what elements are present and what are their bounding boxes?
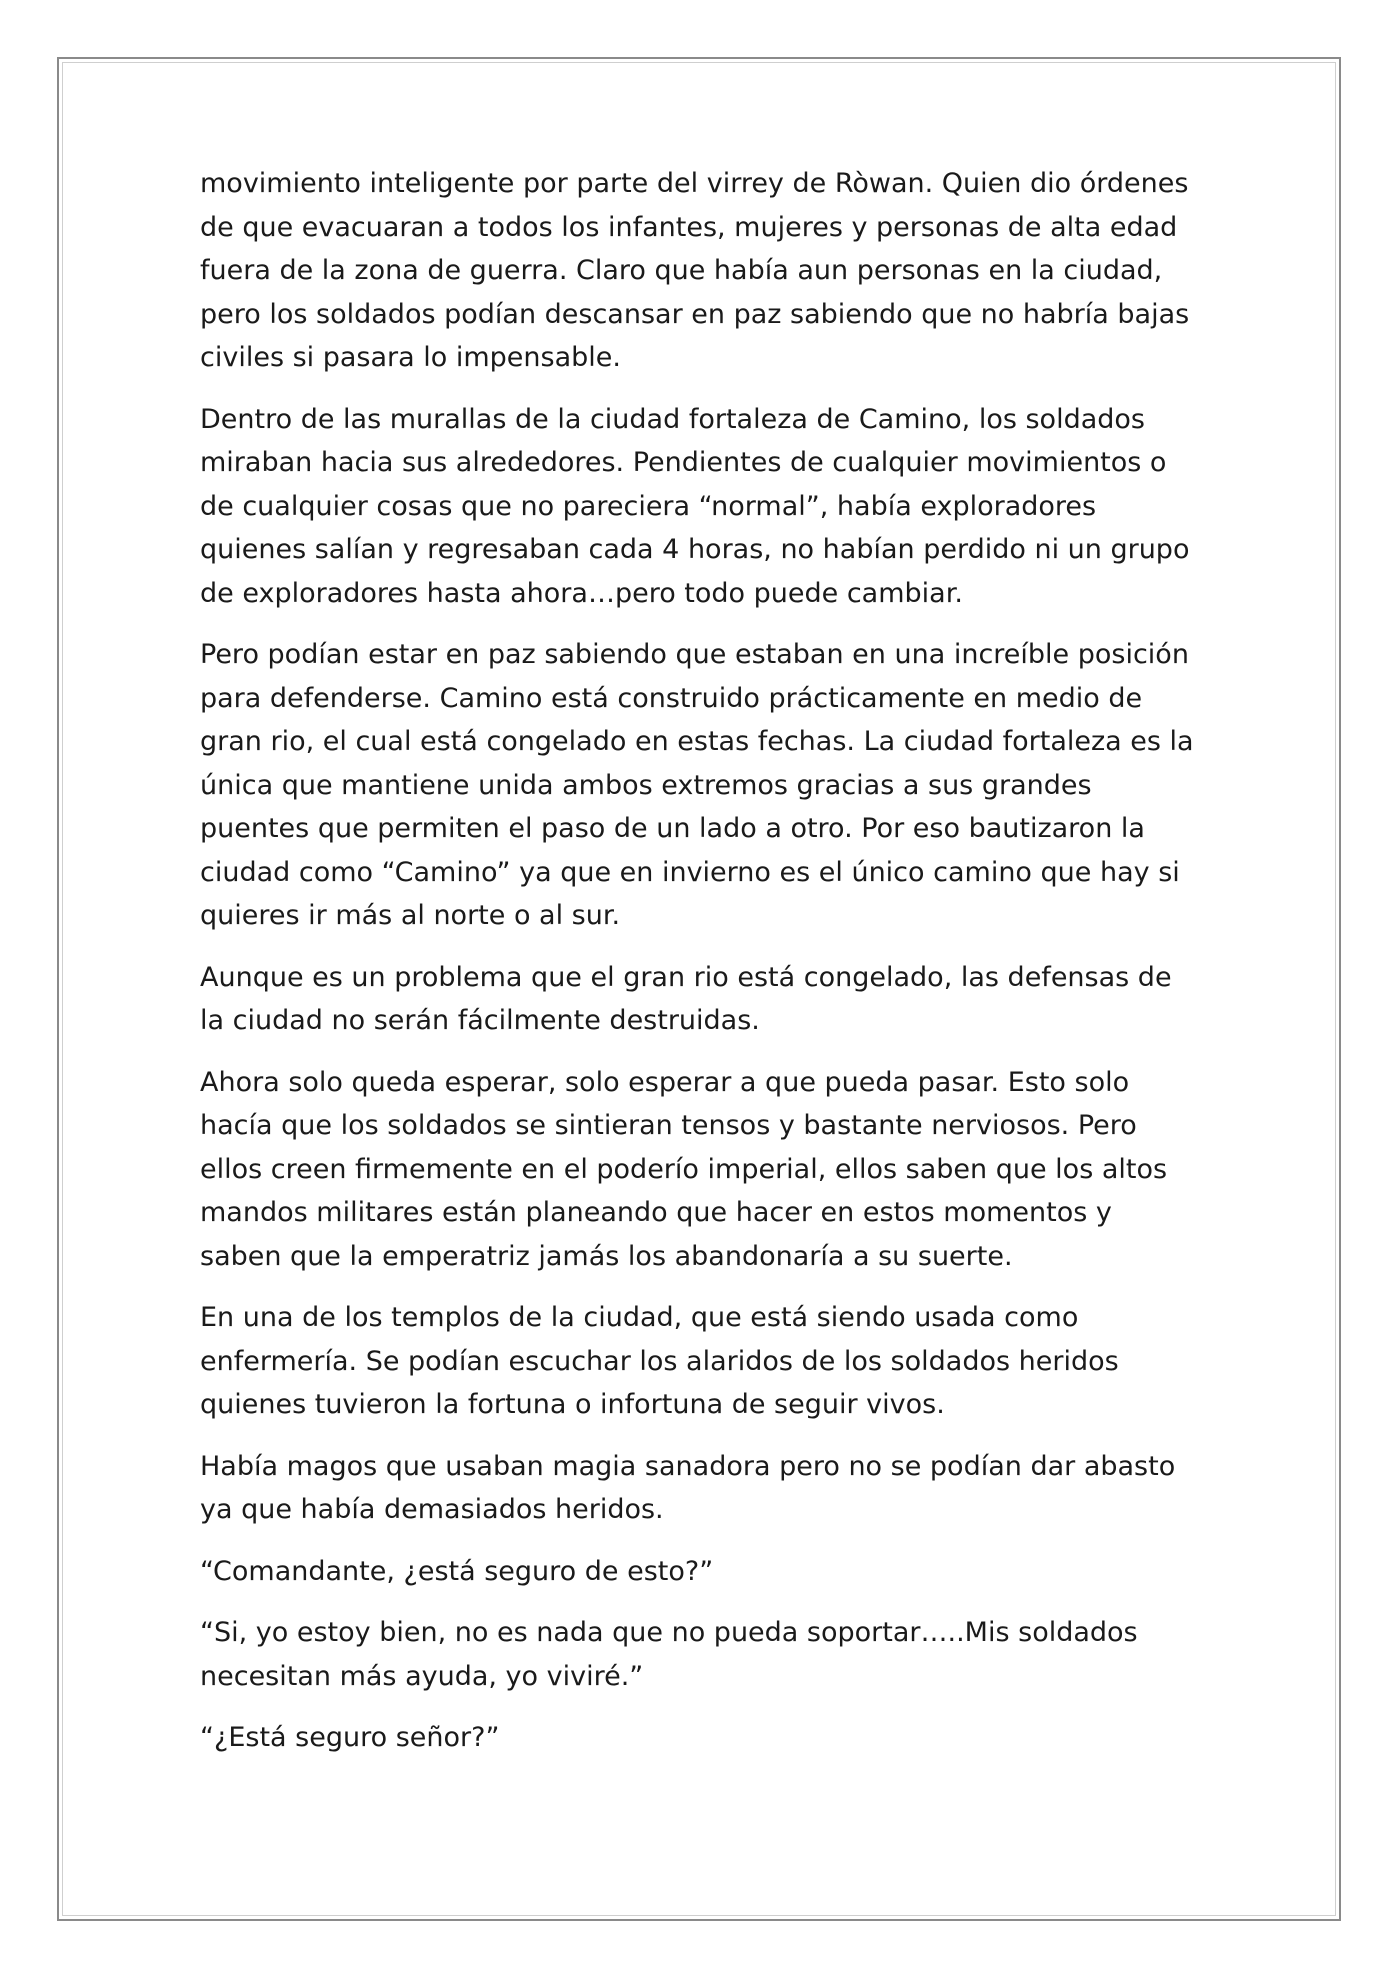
paragraph: Había magos que usaban magia sanadora pero no se podían dar abasto ya que había demasiados heridos. <box>200 1450 1176 1525</box>
paragraph: En una de los templos de la ciudad, que está siendo usada como enfermería. Se podían escuchar los alaridos de los soldados heridos quienes tuvieron la fortuna o infortuna de seguir vivos. <box>200 1302 1119 1420</box>
dialogue-line: “Comandante, ¿está seguro de esto?” <box>200 1555 714 1587</box>
dialogue-line: “¿Está seguro señor?” <box>200 1722 500 1753</box>
paragraph: Dentro de las murallas de la ciudad fortaleza de Camino, los soldados miraban hacia sus alrededores. Pendientes de cualquier movimientos o de cualquier cosas que no pareciera “normal”, había exploradores quienes salían y regresaban cada 4 horas, no habían perdido ni un grupo de exploradores hasta ahora…pero todo puede cambiar. <box>200 403 1190 609</box>
paragraph: Ahora solo queda esperar, solo esperar a que pueda pasar. Esto solo hacía que los soldados se sintieran tensos y bastante nerviosos. Pero ellos creen firmemente en el poderío imperial, ellos saben que los altos mandos militares están planeando que hacer en estos momentos y saben que la emperatriz jamás los abandonaría a su suerte. <box>200 1066 1168 1272</box>
dialogue-line: “Si, yo estoy bien, no es nada que no pueda soportar…..Mis soldados necesitan más ayuda, yo viviré.” <box>200 1617 1138 1692</box>
paragraph: Pero podían estar en paz sabiendo que estaban en una increíble posición para defenderse. Camino está construido prácticamente en medio de gran rio, el cual está congelado en estas fechas. La ciudad fortaleza es la única que mantiene unida ambos extremos gracias a sus grandes puentes que permiten el paso de un lado a otro. Por eso bautizaron la ciudad como “Camino” ya que en invierno es el único camino que hay si quieres ir más al norte o al sur. <box>200 639 1194 931</box>
document-body <box>200 162 1200 1778</box>
paragraph: movimiento inteligente por parte del virrey de Ròwan. Quien dio órdenes de que evacuaran a todos los infantes, mujeres y personas de alta edad fuera de la zona de guerra. Claro que había aun personas en la ciudad, pero los soldados podían descansar en paz sabiendo que no habría bajas civiles si pasara lo impensable. <box>200 168 1190 373</box>
paragraph: Aunque es un problema que el gran rio está congelado, las defensas de la ciudad no serán fácilmente destruidas. <box>200 961 1172 1036</box>
